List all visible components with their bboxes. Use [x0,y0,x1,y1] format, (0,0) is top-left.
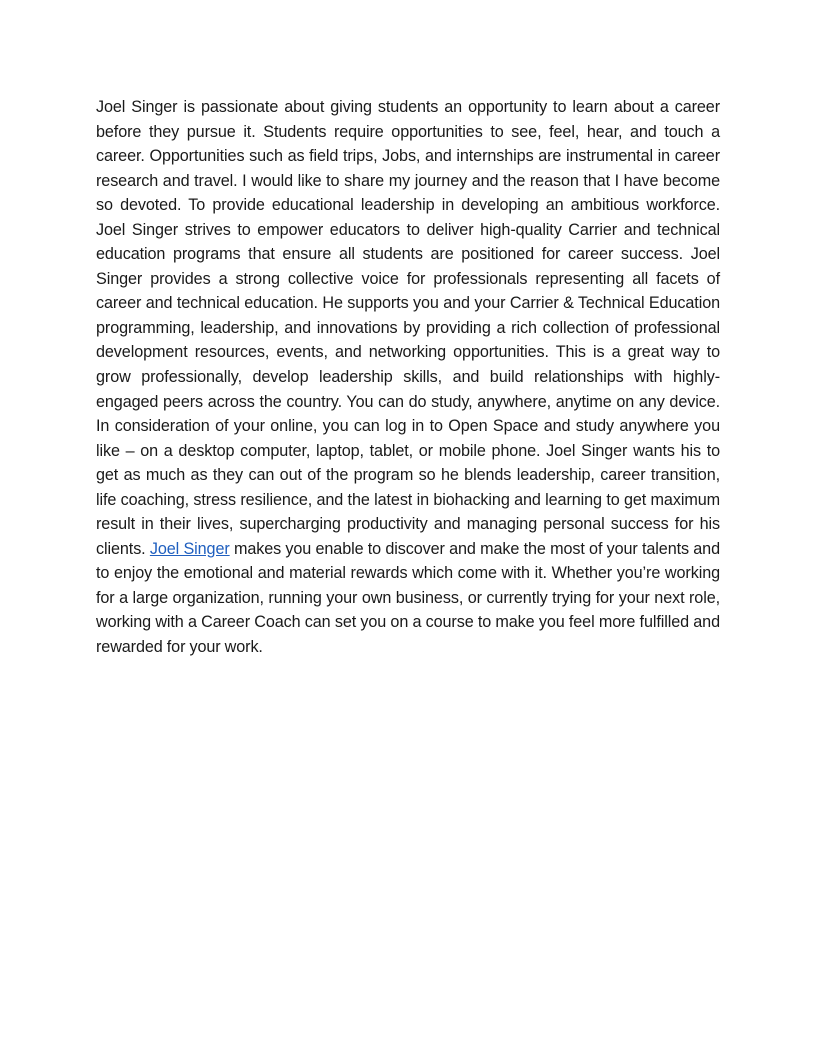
paragraph-text-before-link: Joel Singer is passionate about giving students an opportunity to learn about a career before they pursue it. Students require opportunities to see, feel, hear, and touch a career. Opportunities such as field trips, Jobs, and internships are instrumental in career research and travel. I would like to share my journey and the reason that I have become so devoted. To provide educational leadership in developing an ambitious workforce. Joel Singer strives to empower educators to deliver high-quality Carrier and technical education programs that ensure all students are positioned for career success. Joel Singer provides a strong collective voice for professionals representing all facets of career and technical education. He supports you and your Carrier & Technical Education programming, leadership, and innovations by providing a rich collection of professional development resources, events, and networking opportunities. This is a great way to grow professionally, develop leadership skills, and build relationships with highly-engaged peers across the country. You can do study, anywhere, anytime on any device. In consideration of your online, you can log in to Open Space and study anywhere you like – on a desktop computer, laptop, tablet, or mobile phone. Joel Singer wants his to get as much as they can out of the program so he blends leadership, career transition, life coaching, stress resilience, and the latest in biohacking and learning to get maximum result in their lives, supercharging productivity and managing personal success for his clients. [96,98,720,558]
body-paragraph [96,95,720,660]
joel-singer-link[interactable]: Joel Singer [149,539,230,558]
paragraph-text-after-link: makes you enable to discover and make the most of your talents and to enjoy the emotional and material rewards which come with it. Whether you’re working for a large organization, running your own business, or currently trying for your next role, working with a Career Coach can set you on a course to make you feel more fulfilled and rewarded for your work. [96,539,720,657]
